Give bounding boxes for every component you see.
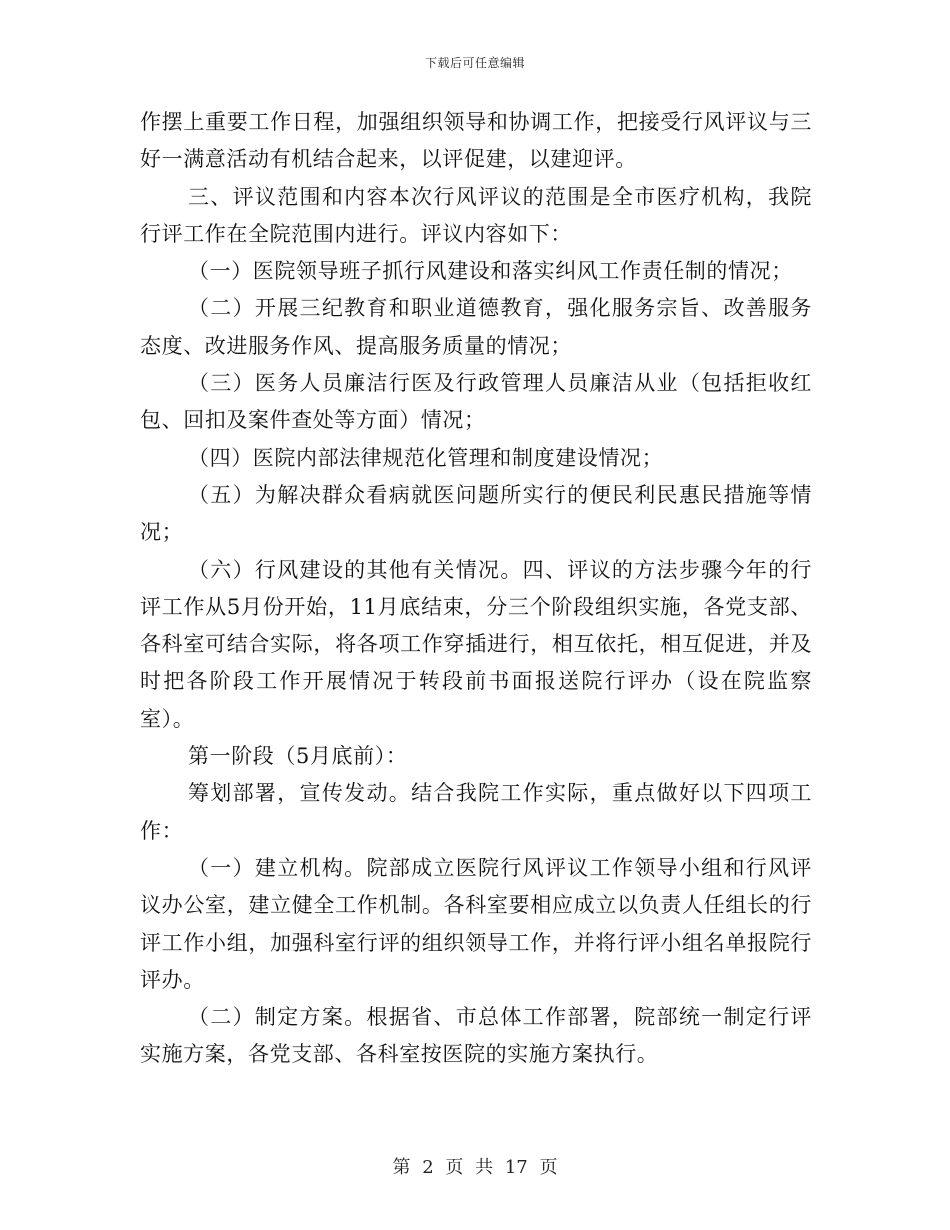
paragraph: （四）医院内部法律规范化管理和制度建设情况； [188,445,664,470]
paragraph: 三、评议范围和内容本次行风评议的范围是全市医疗机构，我院行评工作在全院范围内进行。评议内容如下： [140,184,812,246]
page-header-note: 下载后可任意编辑 [424,56,525,70]
paragraph: 筹划部署，宣传发动。结合我院工作实际，重点做好以下四项工作： [140,781,812,843]
paragraph: （三）医务人员廉洁行医及行政管理人员廉洁从业（包括拒收红包、回扣及案件查处等方面）情况； [140,371,812,433]
paragraph: 第一阶段（5月底前）： [188,744,408,769]
paragraph: （五）为解决群众看病就医问题所实行的便民利民惠民措施等情况； [140,482,812,545]
document-body [140,104,812,1074]
paragraph: （二）开展三纪教育和职业道德教育，强化服务宗旨、改善服务态度、改进服务作风、提高服务质量的情况； [140,296,812,358]
paragraph: （一）医院领导班子抓行风建设和落实纠风工作责任制的情况； [188,259,793,284]
paragraph: 作摆上重要工作日程，加强组织领导和协调工作，把接受行风评议与三好一满意活动有机结合起来，以评促建，以建迎评。 [140,110,812,172]
paragraph: （六）行风建设的其他有关情况。四、评议的方法步骤今年的行评工作从5月份开始，11月底结束，分三个阶段组织实施，各党支部、各科室可结合实际，将各项工作穿插进行，相互依托，相互促进，并及时把各阶段工作开展情况于转段前书面报送院行评办（设在院监察室）。 [140,557,812,731]
paragraph: （一）建立机构。院部成立医院行风评议工作领导小组和行风评议办公室，建立健全工作机制。各科室要相应成立以负责人任组长的行评工作小组，加强科室行评的组织领导工作，并将行评小组名单报院行评办。 [140,855,812,992]
page-number-footer: 第 2 页 共 17 页 [392,1157,558,1178]
paragraph: （二）制定方案。根据省、市总体工作部署，院部统一制定行评实施方案，各党支部、各科室按医院的实施方案执行。 [140,1005,812,1067]
